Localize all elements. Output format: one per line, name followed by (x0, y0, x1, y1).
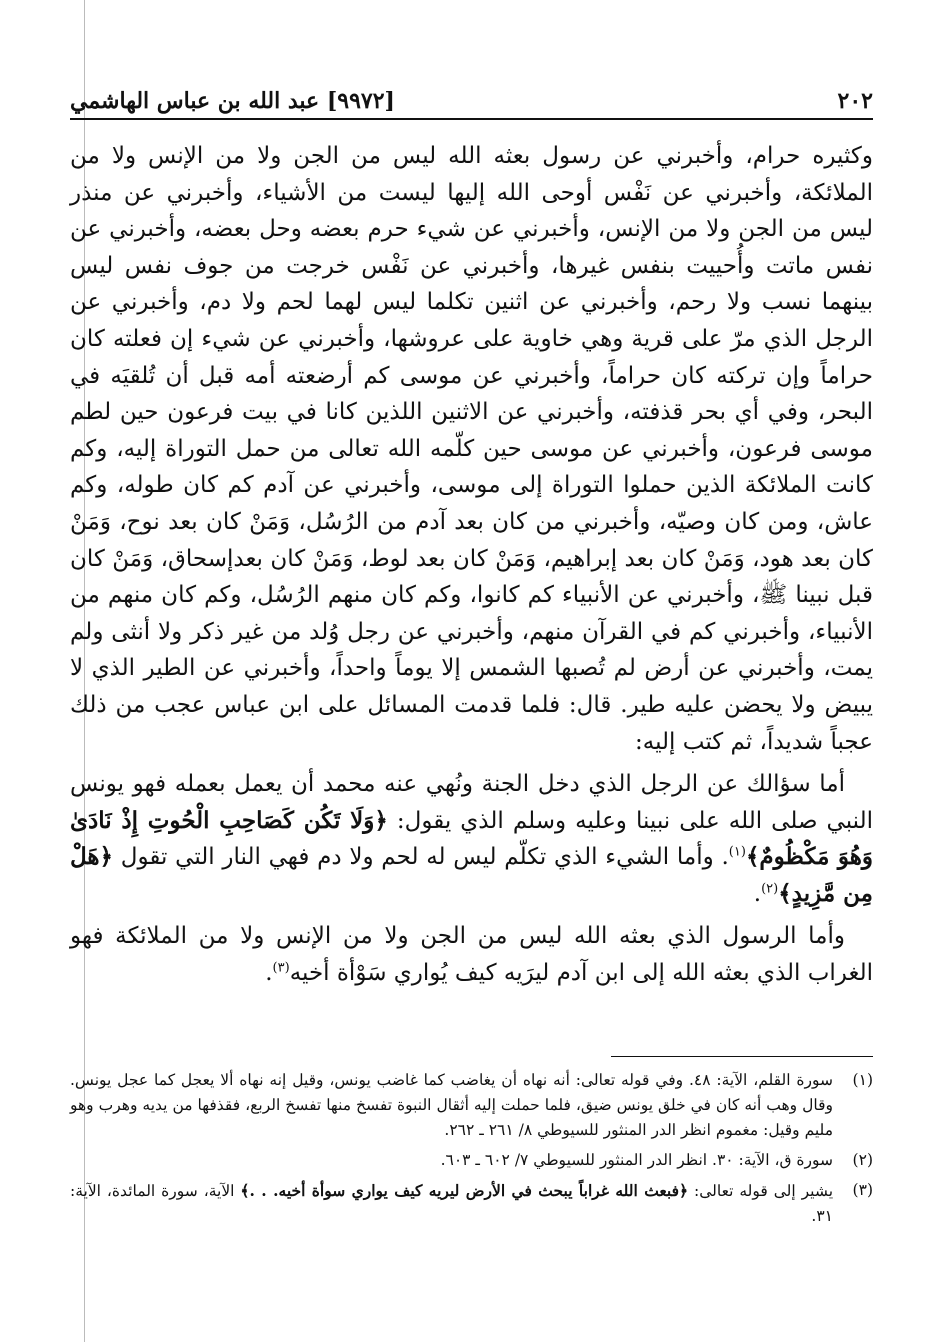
footnote-text-a: يشير إلى قوله تعالى: (688, 1182, 834, 1200)
paragraph-2 (70, 766, 873, 912)
footnote-2 (70, 1148, 873, 1173)
quran-quote-2: ﴿هَلْ مِن مَّزِيدٍ﴾ (70, 843, 873, 907)
footnote-ref-1[interactable]: (١) (728, 844, 746, 860)
footnote-ref-2[interactable]: (٢) (761, 881, 779, 897)
paragraph-2-text-a: أما سؤالك عن الرجل الذي دخل الجنة ونُهي عنه محمد أن يعمل بعمله فهو يونس النبي صلى الله على نبينا وعليه وسلم الذي يقول: (70, 771, 873, 834)
paragraph-2-text-c: . (753, 880, 762, 907)
footnote-text (70, 1178, 833, 1229)
paragraph-3-text-b: . (265, 960, 273, 987)
footnote-text: سورة ق، الآية: ٣٠. انظر الدر المنثور للسيوطي ٧/ ٦٠٢ ـ ٦٠٣. (440, 1151, 833, 1169)
paragraph-3 (70, 918, 873, 991)
paragraph-3-text-a: وأما الرسول الذي بعثه الله ليس من الجن ولا من الإنس ولا من الملائكة فهو الغراب الذي بعثه الله إلى ابن آدم ليرَيه كيف يُواري سَوْأة أخيه (70, 923, 873, 987)
footnote-quran-quote: ﴿فبعث الله غراباً يبحث في الأرض ليريه كيف يواري سوأة أخيه. . .﴾ (240, 1181, 689, 1200)
paragraph-2-text-b: . وأما الشيء الذي تكلّم ليس له لحم ولا دم فهي النار التي تقول (113, 844, 729, 871)
footnote-text: سورة القلم، الآية: ٤٨. وفي قوله تعالى: أنه نهاه أن يغاضب كما غاضب يونس، وقيل إنه نهاه ألا يعجل كما عجل يونس. وقال وهب أنه كان في خلق يونس ضيق، فلما حملت إليه أثقال النبوة تفسخ منها تفسخ الربع، فقذفها من يديه وهرب وهو مليم وقيل: مغموم انظر الدر المنثور للسيوطي ٨/ ٢٦١ ـ ٢٦٢. (70, 1071, 833, 1139)
page-number: ٢٠٢ (837, 88, 873, 114)
footnote-separator (611, 1056, 873, 1057)
footnote-number: (١) (852, 1071, 873, 1089)
quran-quote-1: ﴿وَلَا تَكُن كَصَاحِبِ الْحُوتِ إِذْ نَادَىٰ وَهُوَ مَكْظُومٌ﴾ (70, 806, 873, 871)
paragraph-1: وكثيره حرام، وأخبرني عن رسول بعثه الله ليس من الجن ولا من الإنس ولا من الملائكة، وأخبرني عن نَفْس أوحى الله إليها ليست من الأشياء، وأخبرني عن منذر ليس من الجن ولا من الإنس، وأخبرني عن شيء حرم بعضه وحل بعضه، وأخبرني عن نفس ماتت وأُحييت بنفس غيرها، وأخبرني عن نَفْس خرجت من جوف نفس ليس بينهما نسب ولا رحم، وأخبرني عن اثنين تكلما ليس لهما لحم ولا دم، وأخبرني عن الرجل الذي مرّ على قرية وهي خاوية على عروشها، وأخبرني عن شيء إن فعلته كان حراماً وإن تركته كان حراماً، وأخبرني عن موسى كم أرضعته أمه قبل أن تُلقيَه في البحر، وفي أي بحر قذفته، وأخبرني عن الاثنين اللذين كانا في بيت فرعون حين لطم موسى فرعون، وأخبرني عن موسى حين كلّمه الله تعالى من حمل التوراة إليه، وكم كانت الملائكة الذين حملوا التوراة إلى موسى، وأخبرني عن آدم كم كان طوله، وكم عاش، ومن كان وصيّه، وأخبرني من كان بعد آدم من الرُسُل، وَمَنْ كان بعد نوح، وَمَنْ كان بعد هود، وَمَنْ كان بعد إبراهيم، وَمَنْ كان بعد لوط، وَمَنْ كان بعدإسحاق، وَمَنْ كان قبل نبينا ﷺ، وأخبرني عن الأنبياء كم كانوا، وكم كان منهم الرُسُل، وكم كان منهم من الأنبياء، وأخبرني كم في القرآن منهم، وأخبرني عن رجل وُلد من غير ذكر ولا أنثى ولم يمت، وأخبرني عن أرض لم تُصبها الشمس إلا يوماً واحداً، وأخبرني عن الطير الذي لا يبيض ولا يحضن عليه طير. قال: فلما قدمت المسائل على ابن عباس عجب من ذلك عجباً شديداً، ثم كتب إليه: (70, 143, 873, 755)
footnote-1 (70, 1068, 873, 1143)
footnote-text-b: الآية، سورة المائدة، الآية: ٣١. (70, 1182, 833, 1225)
footnote-number: (٣) (852, 1181, 873, 1199)
footnote-ref-3[interactable]: (٣) (272, 960, 290, 976)
main-text (70, 138, 873, 992)
footnote-3 (70, 1178, 873, 1229)
footnotes (70, 1068, 873, 1234)
page-header (70, 78, 873, 120)
footnote-number: (٢) (852, 1151, 873, 1169)
running-title: [٩٩٧٢] عبد الله بن عباس الهاشمي (70, 88, 395, 114)
